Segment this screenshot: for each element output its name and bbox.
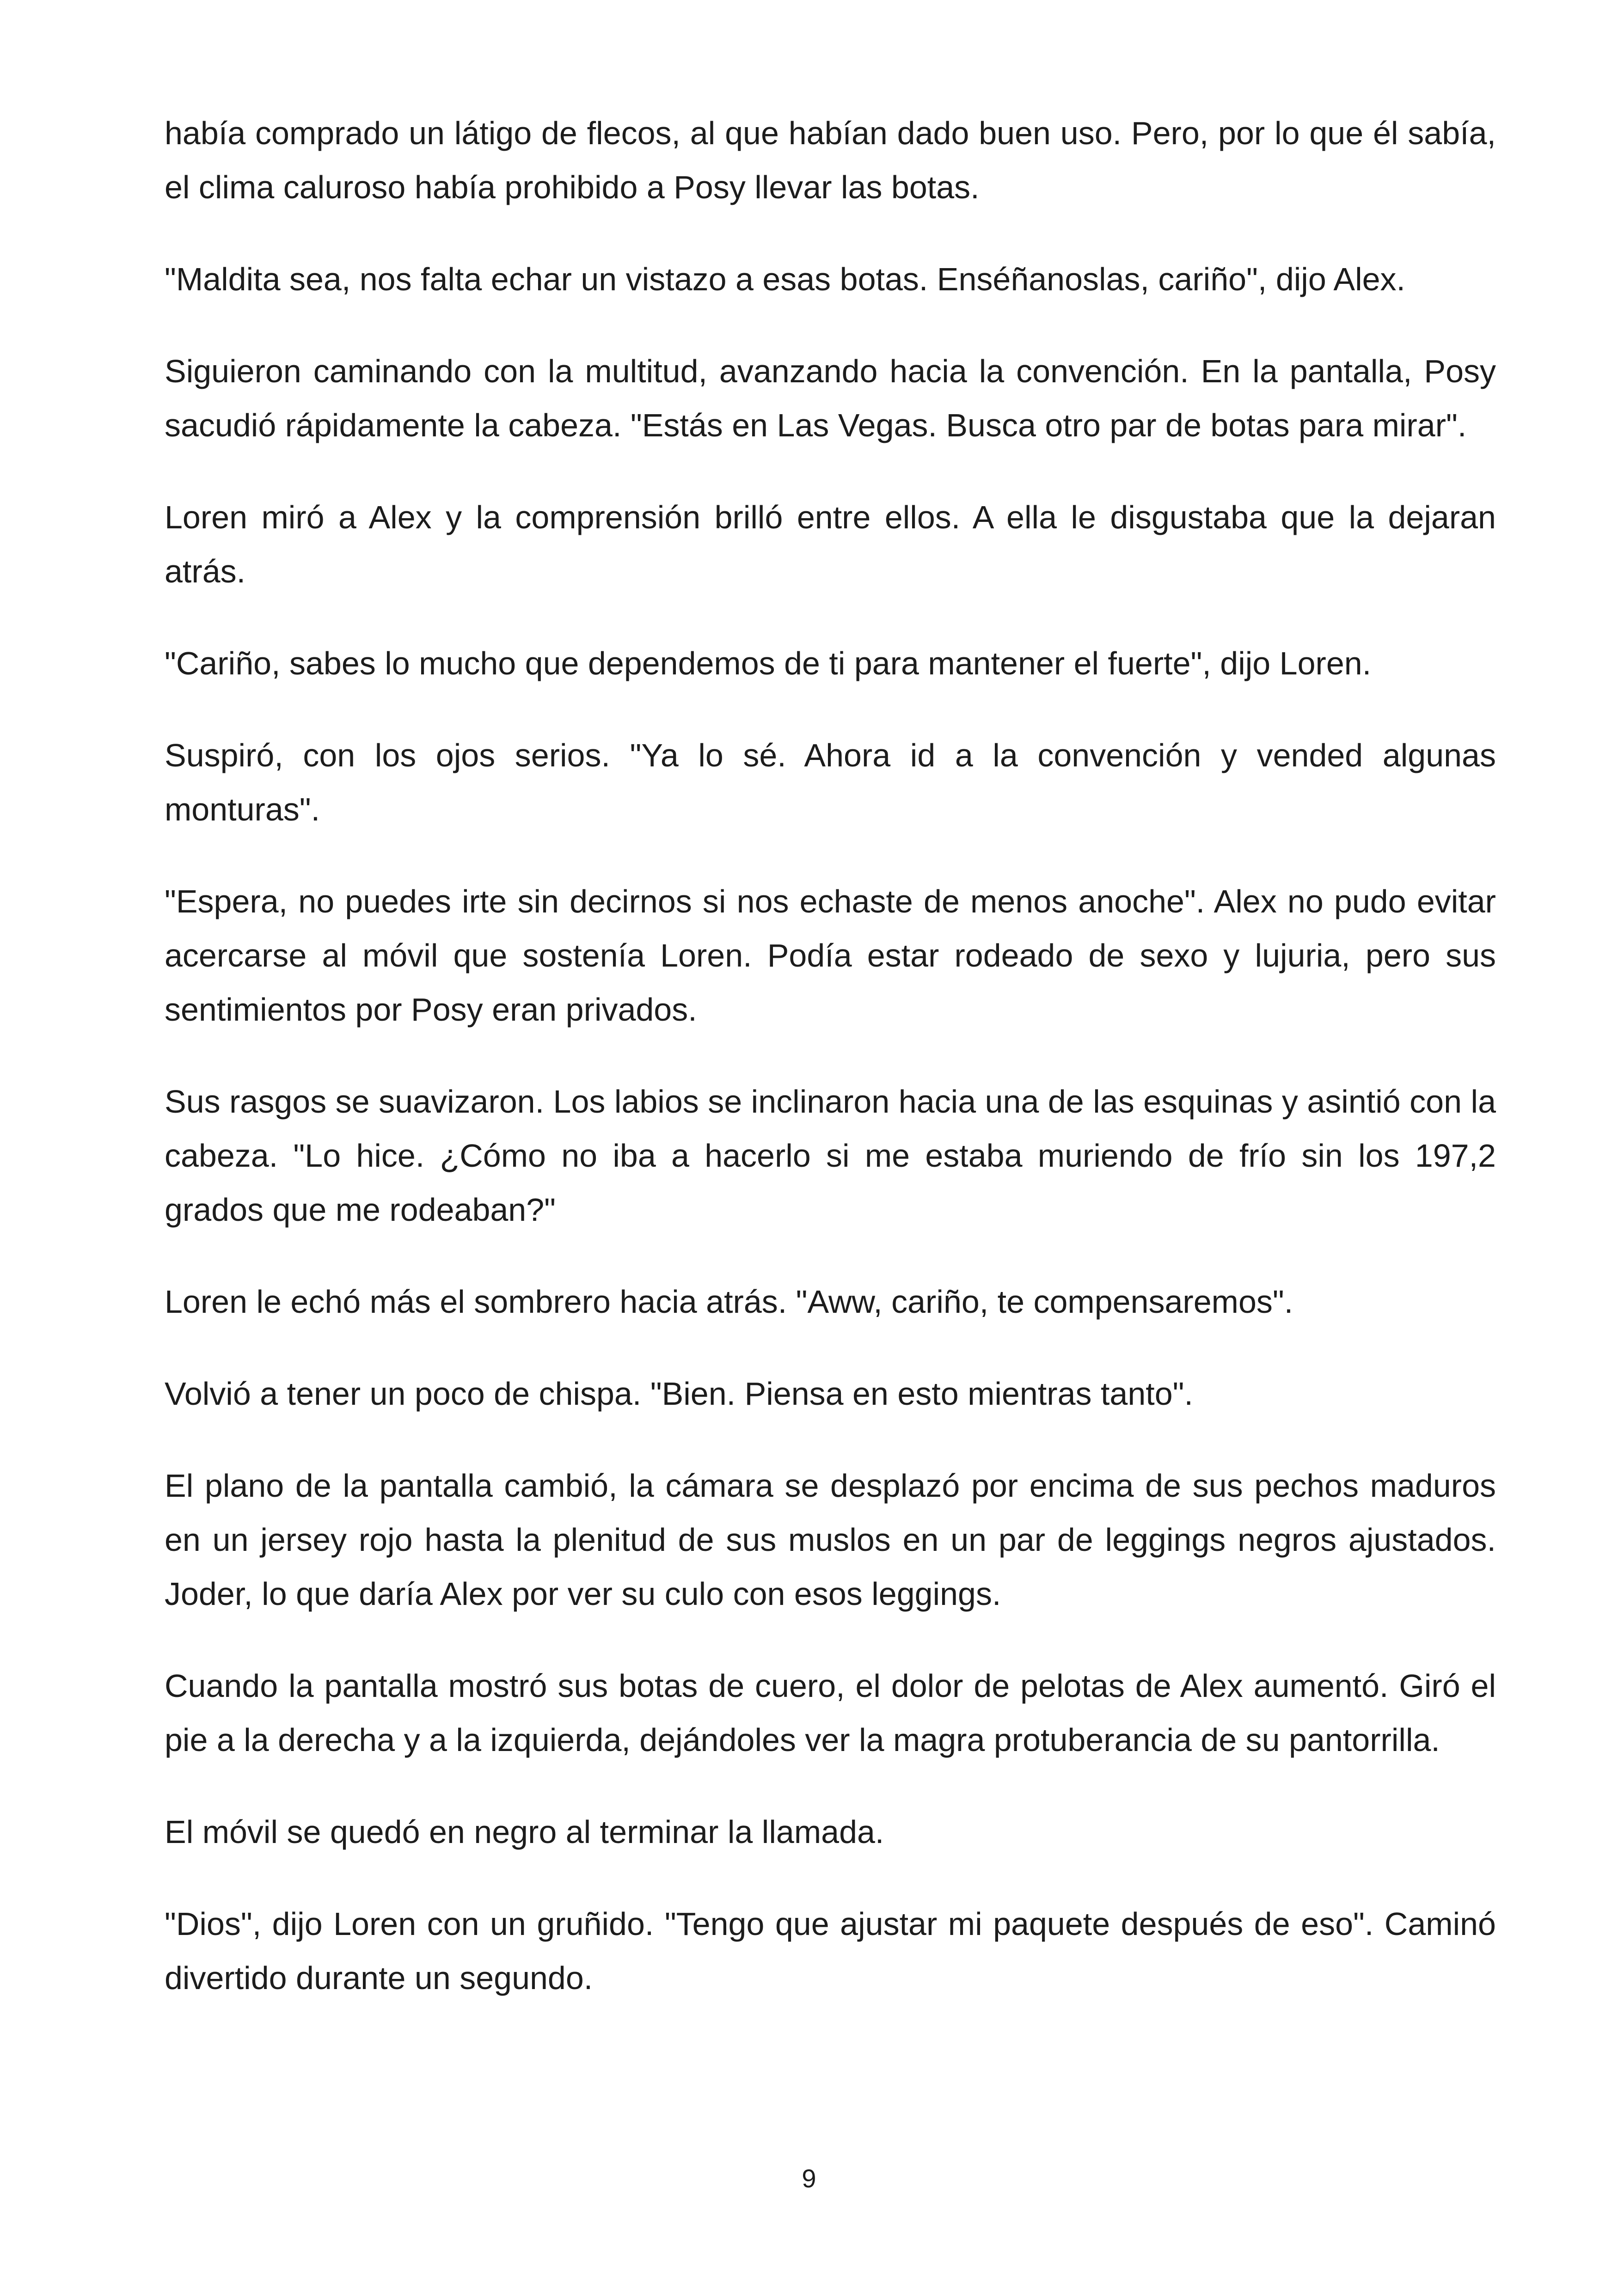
paragraph: "Cariño, sabes lo mucho que dependemos de ti para mantener el fuerte", dijo Loren. [165, 645, 1372, 681]
paragraph: "Maldita sea, nos falta echar un vistazo a esas botas. Enséñanoslas, cariño", dijo Alex. [165, 261, 1405, 297]
paragraph: El plano de la pantalla cambió, la cámara se desplazó por encima de sus pechos maduros en un jersey rojo hasta la plenitud de sus muslos en un par de leggings negros ajustados. Joder, lo que daría Alex por ver su culo con esos leggings. [165, 1468, 1496, 1612]
paragraph: El móvil se quedó en negro al terminar la llamada. [165, 1814, 884, 1850]
paragraph: Volvió a tener un poco de chispa. "Bien. Piensa en esto mientras tanto". [165, 1376, 1193, 1412]
paragraph: "Espera, no puedes irte sin decirnos si nos echaste de menos anoche". Alex no pudo evitar acercarse al móvil que sostenía Loren. Podía estar rodeado de sexo y lujuria, pero sus sentimientos por Posy eran privados. [165, 883, 1496, 1028]
paragraph: Loren le echó más el sombrero hacia atrás. "Aww, cariño, te compensaremos". [165, 1284, 1293, 1320]
body-text [165, 106, 1496, 2043]
paragraph: Loren miró a Alex y la comprensión brilló entre ellos. A ella le disgustaba que la dejaran atrás. [165, 499, 1496, 589]
paragraph: Siguieron caminando con la multitud, avanzando hacia la convención. En la pantalla, Posy sacudió rápidamente la cabeza. "Estás en Las Vegas. Busca otro par de botas para mirar". [165, 353, 1496, 443]
paragraph: Cuando la pantalla mostró sus botas de cuero, el dolor de pelotas de Alex aumentó. Giró el pie a la derecha y a la izquierda, dejándoles ver la magra protuberancia de su pantorrilla. [165, 1668, 1496, 1758]
page-number: 9 [802, 2164, 816, 2193]
paragraph: Suspiró, con los ojos serios. "Ya lo sé. Ahora id a la convención y vended algunas monturas". [165, 737, 1496, 827]
paragraph: "Dios", dijo Loren con un gruñido. "Tengo que ajustar mi paquete después de eso". Caminó divertido durante un segundo. [165, 1906, 1496, 1996]
paragraph: había comprado un látigo de flecos, al que habían dado buen uso. Pero, por lo que él sabía, el clima caluroso había prohibido a Posy llevar las botas. [165, 115, 1496, 205]
paragraph: Sus rasgos se suavizaron. Los labios se inclinaron hacia una de las esquinas y asintió con la cabeza. "Lo hice. ¿Cómo no iba a hacerlo si me estaba muriendo de frío sin los 197,2 grados que me rodeaban?" [165, 1084, 1496, 1228]
